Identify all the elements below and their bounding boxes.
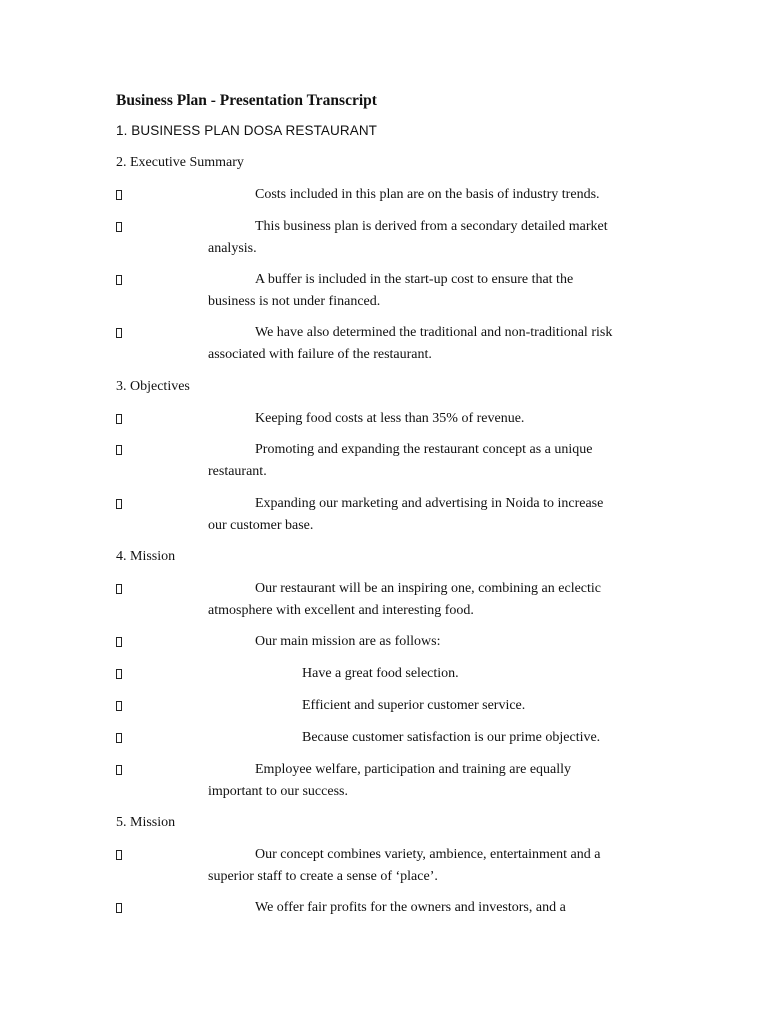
bullet-glyph-icon <box>116 850 122 860</box>
bullet-text-continued: superior staff to create a sense of ‘place’. <box>208 869 438 884</box>
bullet-glyph-icon <box>116 190 122 200</box>
section-heading: 5. Mission <box>116 815 176 830</box>
bullet-glyph-icon <box>116 669 122 679</box>
bullet-glyph-icon <box>116 765 122 775</box>
bullet-glyph-icon <box>116 733 122 743</box>
section-heading: 1. BUSINESS PLAN DOSA RESTAURANT <box>116 123 378 138</box>
bullet-glyph-icon <box>116 637 122 647</box>
bullet-text: Promoting and expanding the restaurant concept as a unique <box>255 442 593 457</box>
bullet-text: We have also determined the traditional and non-traditional risk <box>255 325 613 340</box>
bullet-text: Efficient and superior customer service. <box>302 698 526 713</box>
bullet-text: Have a great food selection. <box>302 666 459 681</box>
bullet-text-continued: atmosphere with excellent and interesting food. <box>208 603 474 618</box>
section-heading: 2. Executive Summary <box>116 155 244 170</box>
bullet-text: A buffer is included in the start-up cost to ensure that the <box>255 272 574 287</box>
bullet-text: Our restaurant will be an inspiring one, combining an eclectic <box>255 581 602 596</box>
bullet-text: Costs included in this plan are on the basis of industry trends. <box>255 187 600 202</box>
bullet-text-continued: our customer base. <box>208 518 314 533</box>
bullet-text: Because customer satisfaction is our prime objective. <box>302 730 601 745</box>
bullet-text: Employee welfare, participation and training are equally <box>255 762 572 777</box>
bullet-text: Expanding our marketing and advertising in Noida to increase <box>255 496 604 511</box>
bullet-glyph-icon <box>116 584 122 594</box>
bullet-text: Our main mission are as follows: <box>255 634 441 649</box>
bullet-glyph-icon <box>116 414 122 424</box>
bullet-text: Keeping food costs at less than 35% of revenue. <box>255 411 525 426</box>
bullet-glyph-icon <box>116 328 122 338</box>
bullet-glyph-icon <box>116 903 122 913</box>
bullet-text: We offer fair profits for the owners and investors, and a <box>255 900 566 915</box>
bullet-text: This business plan is derived from a secondary detailed market <box>255 219 608 234</box>
bullet-text-continued: important to our success. <box>208 784 348 799</box>
bullet-glyph-icon <box>116 445 122 455</box>
bullet-glyph-icon <box>116 499 122 509</box>
bullet-text-continued: business is not under financed. <box>208 294 381 309</box>
bullet-text: Our concept combines variety, ambience, entertainment and a <box>255 847 601 862</box>
bullet-glyph-icon <box>116 701 122 711</box>
section-heading: 4. Mission <box>116 549 176 564</box>
section-heading: 3. Objectives <box>116 379 190 394</box>
bullet-text-continued: restaurant. <box>208 464 267 479</box>
document-title: Business Plan - Presentation Transcript <box>116 92 377 109</box>
bullet-glyph-icon <box>116 275 122 285</box>
bullet-text-continued: associated with failure of the restaurant. <box>208 347 432 362</box>
bullet-glyph-icon <box>116 222 122 232</box>
bullet-text-continued: analysis. <box>208 241 257 256</box>
